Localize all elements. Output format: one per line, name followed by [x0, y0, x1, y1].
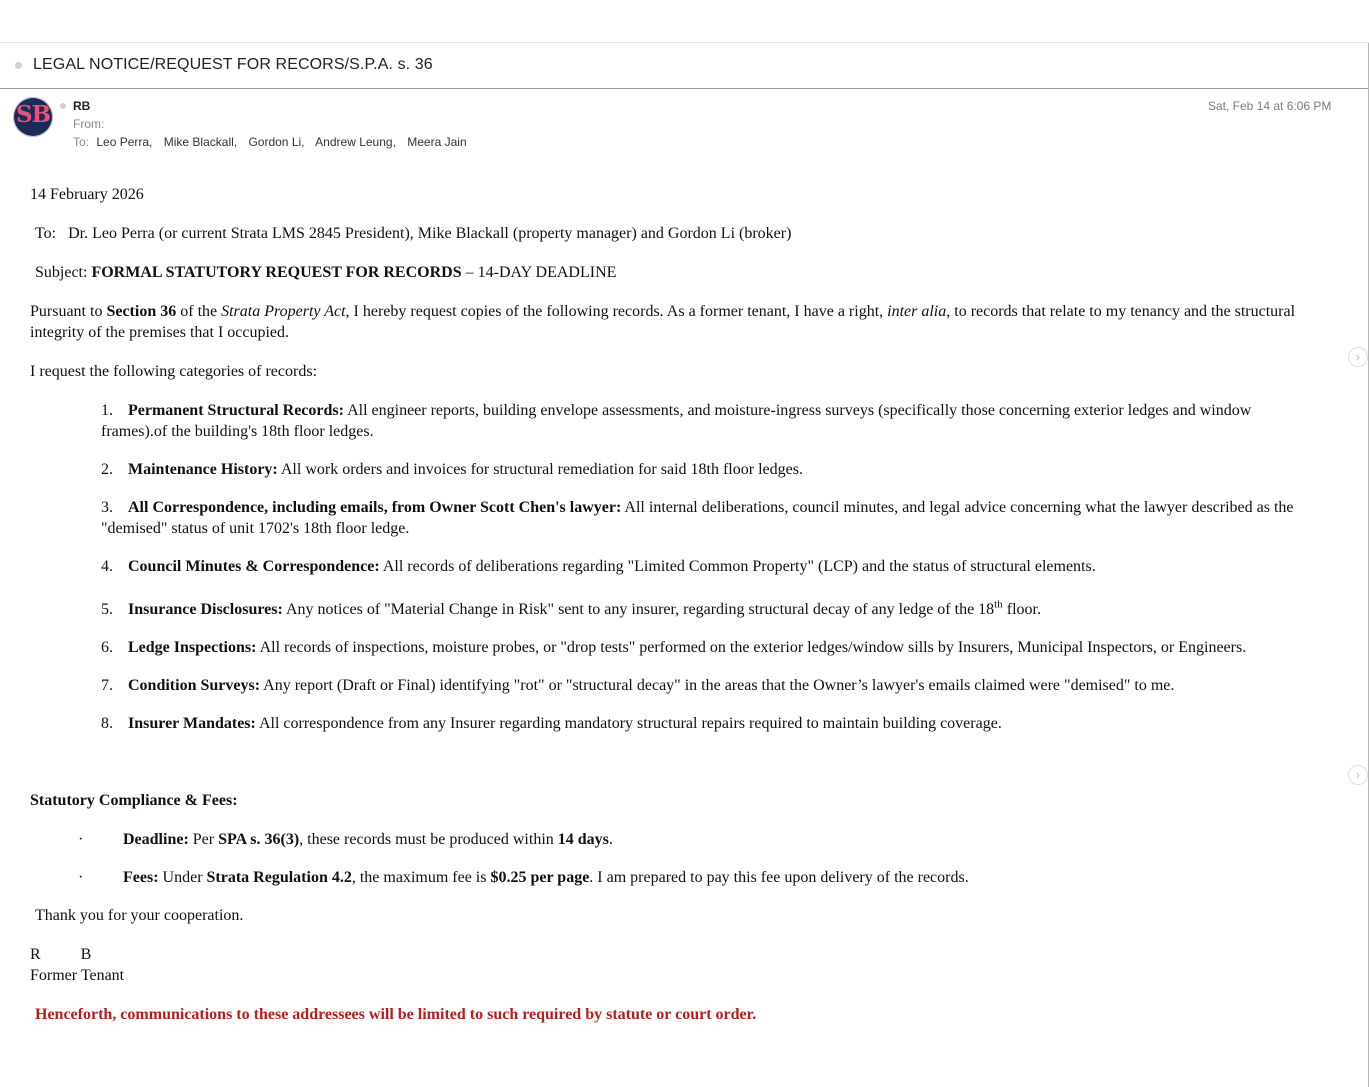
- closing-warning: Henceforth, communications to these addressees will be limited to such required by statute or court order.: [35, 1006, 757, 1023]
- thanks-line: Thank you for your cooperation.: [35, 907, 244, 924]
- list-item: · Fees: Under Strata Regulation 4.2, the maximum fee is $0.25 per page. I am prepared to pay this fee upon delivery of the records.: [78, 869, 969, 886]
- recipient[interactable]: Gordon Li,: [248, 135, 305, 149]
- list-item: 3. All Correspondence, including emails, from Owner Scott Chen's lawyer: All internal deliberations, council minutes, and legal advice concerning what the lawyer described as the "demised" status of unit 1702's 18th floor ledge.: [101, 499, 1294, 537]
- sender-name[interactable]: RB: [73, 99, 91, 113]
- recipient[interactable]: Leo Perra,: [96, 135, 153, 149]
- from-label: From:: [73, 117, 105, 131]
- chevron-right-icon[interactable]: ›: [1348, 765, 1368, 785]
- list-item: 5. Insurance Disclosures: Any notices of "Material Change in Risk" sent to any insurer, regarding structural decay of any ledge of the 18th floor.: [101, 598, 1041, 618]
- recipient[interactable]: Mike Blackall,: [163, 135, 238, 149]
- list-item: 1. Permanent Structural Records: All engineer reports, building envelope assessments, and moisture-ingress surveys (specifically those concerning exterior ledges and window frames).of the building's 18th floor ledges.: [101, 402, 1252, 440]
- to-row: [73, 135, 475, 149]
- list-item: 6. Ledge Inspections: All records of inspections, moisture probes, or "drop tests" performed on the exterior ledges/window sills by Insurers, Municipal Inspectors, or Engineers.: [101, 639, 1247, 656]
- list-item: 4. Council Minutes & Correspondence: All records of deliberations regarding "Limited Common Property" (LCP) and the status of structural elements.: [101, 558, 1096, 575]
- list-item: 2. Maintenance History: All work orders and invoices for structural remediation for said 18th floor ledges.: [101, 461, 803, 478]
- signature-initials: R B: [30, 946, 92, 963]
- message-body: [30, 184, 1320, 1043]
- avatar[interactable]: [13, 97, 53, 137]
- avatar-initials: SB: [15, 101, 51, 128]
- thread-subject-row[interactable]: [0, 43, 1369, 89]
- letter-date: 14 February 2026: [30, 186, 144, 203]
- list-item: 8. Insurer Mandates: All correspondence from any Insurer regarding mandatory structural repairs required to maintain building coverage.: [101, 715, 1002, 732]
- recipient[interactable]: Andrew Leung,: [315, 135, 396, 149]
- presence-dot-icon: [60, 103, 66, 109]
- subject-bold: FORMAL STATUTORY REQUEST FOR RECORDS: [91, 264, 462, 281]
- signature-title: Former Tenant: [30, 967, 125, 984]
- subject-label: Subject:: [35, 264, 92, 281]
- pursuant-paragraph: Pursuant to Section 36 of the Strata Property Act, I hereby request copies of the following records. As a former tenant, I have a right, inter alia, to records that relate to my tenancy and the structural integrity of the premises that I occupied.: [30, 303, 1296, 341]
- window-top-strip: [0, 0, 1369, 43]
- recipient[interactable]: Meera Jain: [407, 135, 467, 149]
- letter-to-line: To: Dr. Leo Perra (or current Strata LMS 2845 President), Mike Blackall (property manager) and Gordon Li (broker): [35, 225, 792, 242]
- categories-intro: I request the following categories of records:: [30, 363, 318, 380]
- subject-rest: – 14-DAY DEADLINE: [461, 264, 617, 281]
- chevron-right-icon[interactable]: ›: [1348, 347, 1368, 367]
- message-date: Sat, Feb 14 at 6:06 PM: [1208, 99, 1332, 113]
- thread-subject: LEGAL NOTICE/REQUEST FOR RECORS/S.P.A. s. 36: [33, 56, 433, 73]
- letter-subject: [30, 262, 1320, 283]
- compliance-heading: Statutory Compliance & Fees:: [30, 792, 238, 809]
- list-item: · Deadline: Per SPA s. 36(3), these records must be produced within 14 days.: [78, 831, 613, 848]
- list-item: 7. Condition Surveys: Any report (Draft or Final) identifying "rot" or "structural decay" in the areas that the Owner’s lawyer's emails claimed were "demised" to me.: [101, 677, 1175, 694]
- unread-dot-icon: [15, 62, 22, 69]
- to-label: To:: [73, 135, 90, 149]
